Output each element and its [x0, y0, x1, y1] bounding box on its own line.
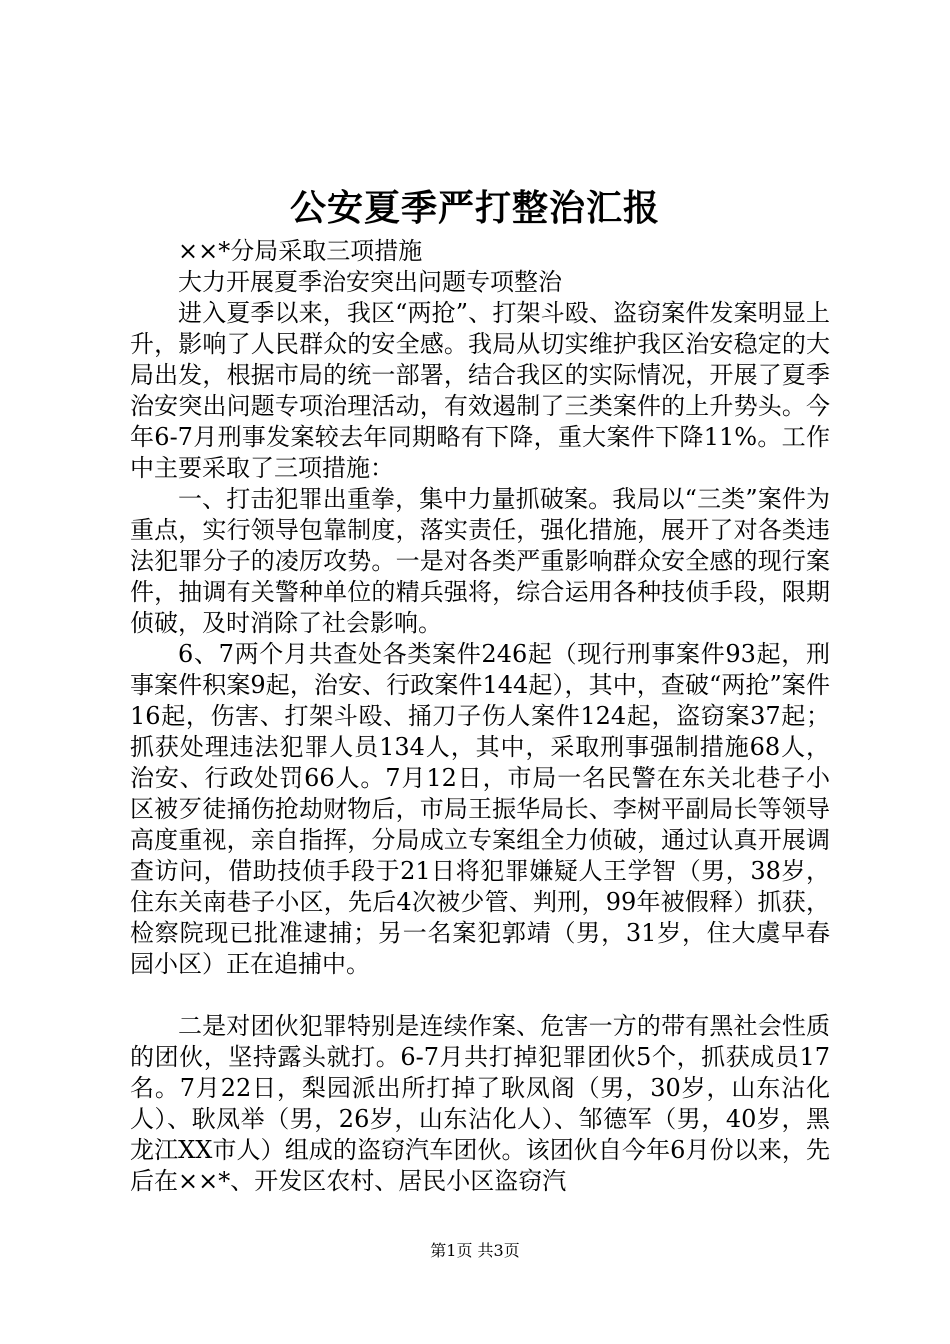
subtitle-line-1: ××*分局采取三项措施 — [178, 237, 423, 265]
paragraph-gang-crime: 二是对团伙犯罪特别是连续作案、危害一方的带有黑社会性质的团伙，坚持露头就打。6-7月共打掉犯罪团伙5个，抓获成员17名。7月22日，梨园派出所打掉了耿凤阁（男，30岁，山东沾化人）、耿凤举（男，26岁，山东沾化人）、邹德军（男，40岁，黑龙江XX市人）组成的盗窃汽车团伙。该团伙自今年6月份以来，先后在××*、开发区农村、居民小区盗窃汽 — [130, 1012, 830, 1195]
subtitle-line-2: 大力开展夏季治安突出问题专项整治 — [178, 268, 562, 296]
document-body — [130, 236, 830, 1197]
document-title: 公安夏季严打整治汇报 — [289, 187, 660, 229]
paragraph-intro: 进入夏季以来，我区“两抢”、打架斗殴、盗窃案件发案明显上升，影响了人民群众的安全感。我局从切实维护我区治安稳定的大局出发，根据市局的统一部署，结合我区的实际情况，开展了夏季治安突出问题专项治理活动，有效遏制了三类案件的上升势头。今年6-7月刑事发案较去年同期略有下降，重大案件下降11%。工作中主要采取了三项措施： — [130, 299, 830, 482]
page-footer: 第1页 共3页 — [430, 1241, 520, 1260]
paragraph-measure-one: 一、打击犯罪出重拳，集中力量抓破案。我局以“三类”案件为重点，实行领导包靠制度，落实责任，强化措施，展开了对各类违法犯罪分子的凌厉攻势。一是对各类严重影响群众安全感的现行案件，抽调有关警种单位的精兵强将，综合运用各种技侦手段，限期侦破，及时消除了社会影响。 — [130, 485, 830, 637]
paragraph-case-statistics: 6、7两个月共查处各类案件246起（现行刑事案件93起，刑事案件积案9起，治安、行政案件144起），其中，查破“两抢”案件16起，伤害、打架斗殴、捅刀子伤人案件124起，盗窃案37起；抓获处理违法犯罪人员134人，其中，采取刑事强制措施68人，治安、行政处罚66人。7月12日，市局一名民警在东关北巷子小区被歹徒捅伤抢劫财物后，市局王振华局长、李树平副局长等领导高度重视，亲自指挥，分局成立专案组全力侦破，通过认真开展调查访问，借助技侦手段于21日将犯罪嫌疑人王学智（男，38岁，住东关南巷子小区，先后4次被少管、判刑，99年被假释）抓获，检察院现已批准逮捕；另一名案犯郭靖（男，31岁，住大虞早春园小区）正在追捕中。 — [130, 640, 830, 978]
